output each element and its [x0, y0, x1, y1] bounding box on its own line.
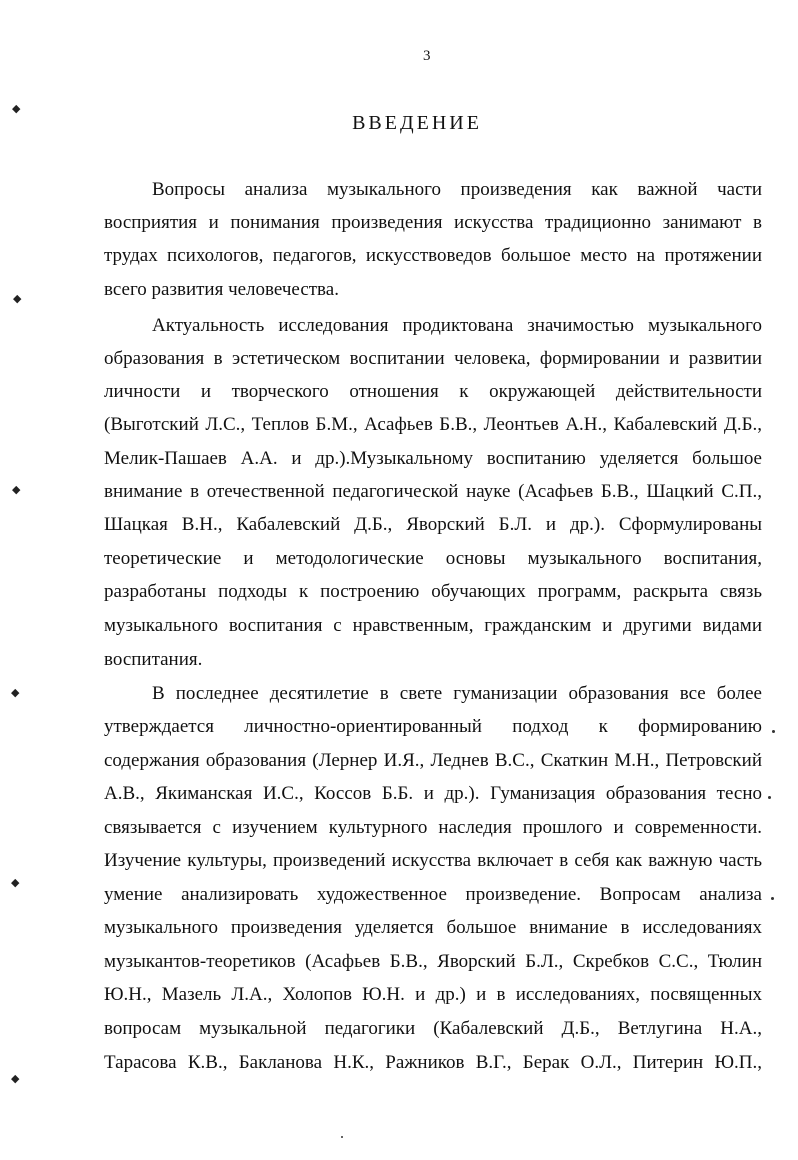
text-line: музыкантов-теоретиков (Асафьев Б.В., Яворский Б.Л., Скребков С.С., Тюлин [104, 951, 762, 972]
binding-mark-icon: ◆ [11, 686, 20, 699]
binding-mark-icon: ◆ [12, 102, 21, 115]
text-line: музыкального воспитания с нравственным, гражданским и другими видами [104, 615, 762, 636]
page-title: ВВЕДЕНИЕ [352, 112, 482, 134]
text-line: А.В., Якиманская И.С., Коссов Б.Б. и др.). Гуманизация образования тесно [104, 783, 762, 804]
text-line: личности и творческого отношения к окружающей действительности [104, 381, 762, 402]
text-line: В последнее десятилетие в свете гуманизации образования все более [152, 683, 762, 704]
binding-mark-icon: ◆ [13, 292, 22, 305]
text-line: музыкального произведения уделяется большое внимание в исследованиях [104, 917, 762, 938]
text-line: Актуальность исследования продиктована значимостью музыкального [152, 315, 762, 336]
text-line: всего развития человечества. [104, 279, 339, 300]
text-line: Тарасова К.В., Бакланова Н.К., Ражников В.Г., Берак О.Л., Питерин Ю.П., [104, 1052, 762, 1073]
text-line: Вопросы анализа музыкального произведения как важной части [152, 179, 762, 200]
text-line: умение анализировать художественное произведение. Вопросам анализа [104, 884, 762, 905]
binding-mark-icon: ◆ [11, 1072, 20, 1085]
page-number: 3 [423, 48, 431, 64]
text-line: воспитания. [104, 649, 203, 670]
text-line: восприятия и понимания произведения искусства традиционно занимают в [104, 212, 762, 233]
text-line: разработаны подходы к построению обучающих программ, раскрыта связь [104, 581, 762, 602]
text-line: внимание в отечественной педагогической науке (Асафьев Б.В., Шацкий С.П., [104, 481, 762, 502]
speck [772, 730, 775, 733]
text-line: трудах психологов, педагогов, искусствоведов большое место на протяжении [104, 245, 762, 266]
text-line: Ю.Н., Мазель Л.А., Холопов Ю.Н. и др.) и в исследованиях, посвященных [104, 984, 762, 1005]
text-line: Шацкая В.Н., Кабалевский Д.Б., Яворский Б.Л. и др.). Сформулированы [104, 514, 762, 535]
speck [768, 796, 771, 799]
speck [771, 897, 774, 900]
speck [341, 1136, 343, 1138]
text-line: утверждается личностно-ориентированный подход к формированию [104, 716, 762, 737]
text-line: содержания образования (Лернер И.Я., Леднев B.C., Скаткин М.Н., Петровский [104, 750, 762, 771]
text-line: Изучение культуры, произведений искусства включает в себя как важную часть [104, 850, 762, 871]
binding-mark-icon: ◆ [11, 876, 20, 889]
text-line: вопросам музыкальной педагогики (Кабалевский Д.Б., Ветлугина Н.А., [104, 1018, 762, 1039]
text-line: образования в эстетическом воспитании человека, формировании и развитии [104, 348, 762, 369]
text-line: связывается с изучением культурного наследия прошлого и современности. [104, 817, 762, 838]
text-line: теоретические и методологические основы музыкального воспитания, [104, 548, 762, 569]
text-line: Мелик-Пашаев А.А. и др.).Музыкальному воспитанию уделяется большое [104, 448, 762, 469]
binding-mark-icon: ◆ [12, 483, 21, 496]
text-line: (Выготский Л.С., Теплов Б.М., Асафьев Б.В., Леонтьев А.Н., Кабалевский Д.Б., [104, 414, 762, 435]
